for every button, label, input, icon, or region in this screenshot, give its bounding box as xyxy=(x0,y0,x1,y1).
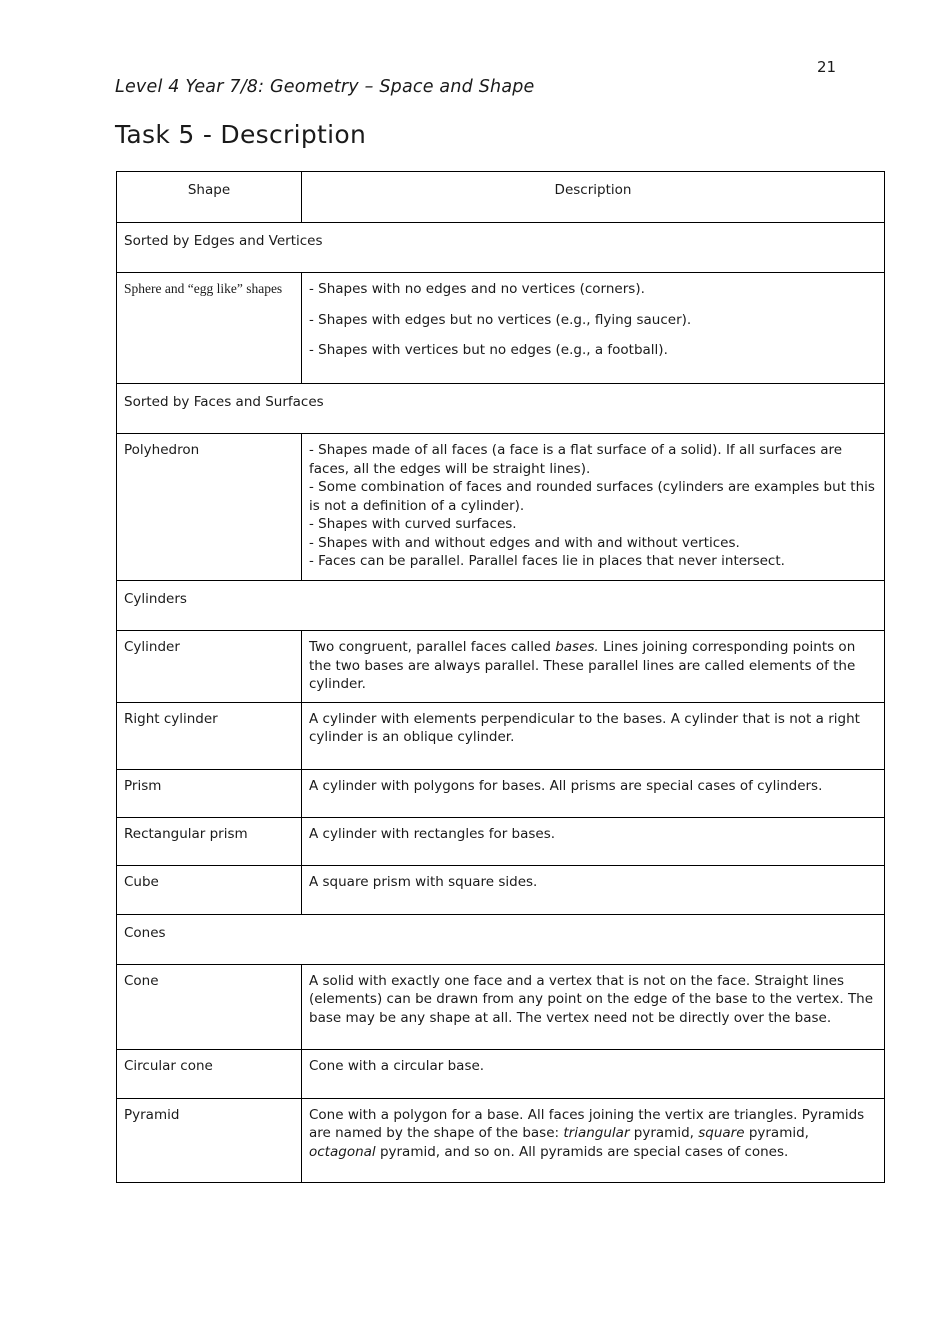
description-cell: A solid with exactly one face and a vertex that is not on the face. Straight lines (elements) can be drawn from any point on the edge of the base to the vertex. The base may be any shape at all. The vertex need not be directly over the base. xyxy=(302,964,885,1049)
list-item: - Shapes with edges but no vertices (e.g., flying saucer). xyxy=(309,311,692,328)
list-item: - Shapes with curved surfaces. xyxy=(309,516,517,532)
description-cell: A cylinder with polygons for bases. All prisms are special cases of cylinders. xyxy=(302,769,885,817)
table-row xyxy=(117,769,885,817)
table-row xyxy=(117,1098,885,1182)
header-shape: Shape xyxy=(117,172,302,223)
table-row xyxy=(117,817,885,865)
desc-text: pyramid, xyxy=(629,1125,699,1141)
list-item: - Shapes made of all faces (a face is a flat surface of a solid). If all surfaces are faces, all the edges will be straight lines). xyxy=(309,442,843,477)
list-item: - Shapes with no edges and no vertices (corners). xyxy=(309,281,645,297)
table-row xyxy=(117,702,885,769)
section-faces-surfaces: Sorted by Faces and Surfaces xyxy=(117,384,885,434)
description-cell: A cylinder with rectangles for bases. xyxy=(302,817,885,865)
description-cell: A square prism with square sides. xyxy=(302,865,885,914)
section-edges-vertices: Sorted by Edges and Vertices xyxy=(117,223,885,273)
section-row xyxy=(117,581,885,631)
list-item: - Faces can be parallel. Parallel faces lie in places that never intersect. xyxy=(309,553,785,569)
desc-text: pyramid, and so on. All pyramids are special cases of cones. xyxy=(375,1143,789,1160)
shape-cell: Cylinder xyxy=(117,631,302,703)
shape-cell: Cube xyxy=(117,865,302,914)
description-cell xyxy=(302,273,885,384)
section-row xyxy=(117,223,885,273)
description-cell xyxy=(302,434,885,581)
section-row xyxy=(117,384,885,434)
description-table xyxy=(116,171,885,1183)
description-cell: Cone with a circular base. xyxy=(302,1049,885,1098)
shape-cell: Polyhedron xyxy=(117,434,302,581)
table-row xyxy=(117,964,885,1049)
shape-cell: Cone xyxy=(117,964,302,1049)
section-cylinders: Cylinders xyxy=(117,581,885,631)
desc-emphasis: octagonal xyxy=(309,1143,376,1160)
shape-cell: Circular cone xyxy=(117,1049,302,1098)
header-description: Description xyxy=(302,172,885,223)
document-subtitle: Level 4 Year 7/8: Geometry – Space and Shape xyxy=(115,77,535,97)
desc-emphasis: bases. xyxy=(555,639,599,655)
list-item: - Some combination of faces and rounded surfaces (cylinders are examples but this is not a definition of a cylinder). xyxy=(309,479,875,514)
table-row xyxy=(117,273,885,384)
shape-cell: Prism xyxy=(117,769,302,817)
description-cell xyxy=(302,1098,885,1182)
table-row xyxy=(117,631,885,703)
shape-cell: Rectangular prism xyxy=(117,817,302,865)
section-cones: Cones xyxy=(117,914,885,964)
desc-text: pyramid, xyxy=(744,1125,809,1141)
shape-cell: Pyramid xyxy=(117,1098,302,1182)
shape-cell: Right cylinder xyxy=(117,702,302,769)
list-item: - Shapes with vertices but no edges (e.g., a football). xyxy=(309,342,668,358)
desc-text: Two congruent, parallel faces called xyxy=(309,639,556,655)
desc-text: Lines joining corresponding points on the two bases are always parallel. These parallel lines are called elements of the cylinder. xyxy=(309,639,856,692)
desc-emphasis: square xyxy=(698,1125,745,1141)
shape-cell: Sphere and “egg like” shapes xyxy=(117,273,302,384)
desc-text: Cone with a polygon for a base. All faces joining the vertix are triangles. Pyramids are named by the shape of the base: xyxy=(309,1106,865,1141)
table-header-row xyxy=(117,172,885,223)
page-number: 21 xyxy=(817,58,837,76)
table-row xyxy=(117,434,885,581)
list-item: - Shapes with and without edges and with and without vertices. xyxy=(309,534,740,551)
section-row xyxy=(117,914,885,964)
description-cell: A cylinder with elements perpendicular to the bases. A cylinder that is not a right cylinder is an oblique cylinder. xyxy=(302,702,885,769)
table-row xyxy=(117,1049,885,1098)
page-title: Task 5 - Description xyxy=(115,120,367,149)
description-cell xyxy=(302,631,885,703)
table-row xyxy=(117,865,885,914)
desc-emphasis: triangular xyxy=(563,1125,630,1141)
